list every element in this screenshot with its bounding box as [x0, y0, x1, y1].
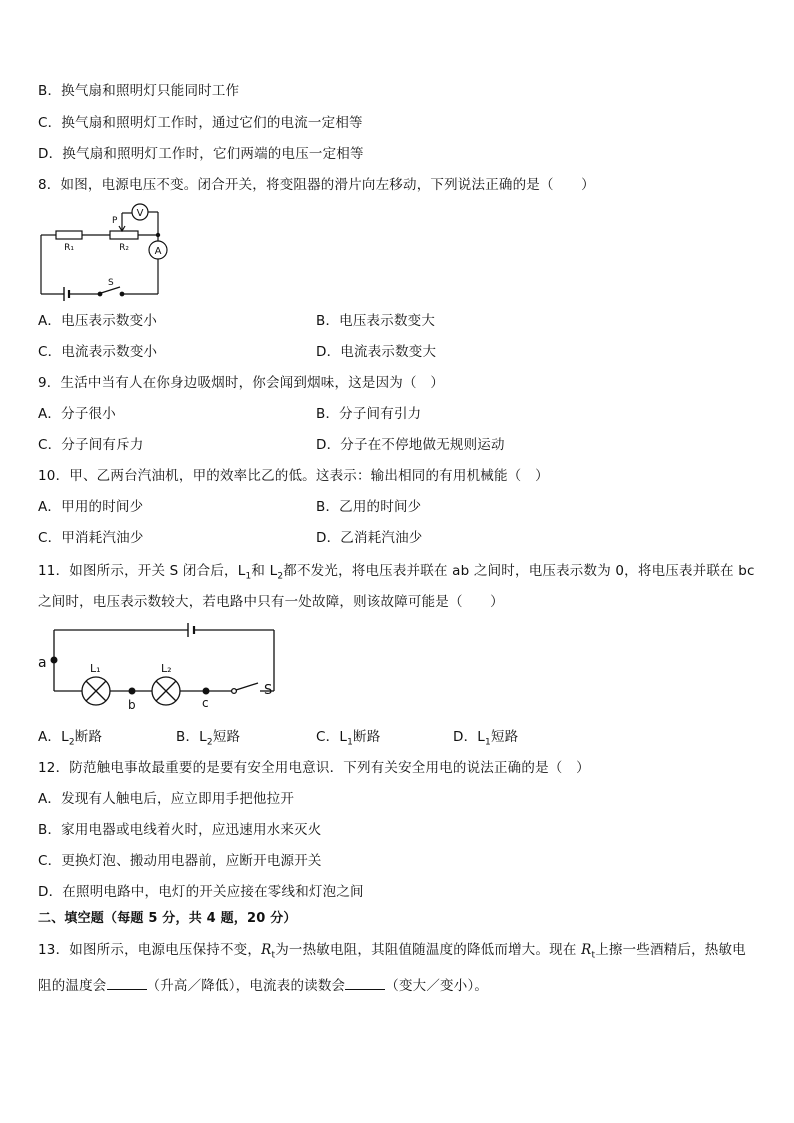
- q9-stem: 9．生活中当有人在你身边吸烟时，你会闻到烟味，这是因为（ ）: [38, 375, 445, 391]
- q8-option-b: B．电压表示数变大: [316, 313, 436, 329]
- q11-opt-a-pre: A．L: [38, 729, 69, 745]
- r2-resistor: [110, 231, 138, 239]
- switch-label: S: [108, 278, 114, 288]
- ammeter-label: A: [154, 246, 162, 257]
- q11-opt-c-post: 断路: [353, 729, 381, 745]
- q8-stem: 8．如图，电源电压不变。闭合开关，将变阻器的滑片向左移动，下列说法正确的是（ ）: [38, 177, 595, 193]
- q11-opt-c-sub: 1: [347, 737, 353, 748]
- q10-option-c: C．甲消耗汽油少: [38, 530, 144, 546]
- q12-option-b: B．家用电器或电线着火时，应迅速用水来灭火: [38, 822, 322, 838]
- q11-stem-part2: 都不发光，将电压表并联在 ab 之间时，电压表示数为 0，将电压表并联在 bc: [283, 563, 755, 579]
- q7-option-b: B．换气扇和照明灯只能同时工作: [38, 83, 240, 99]
- q11-l2: L: [269, 563, 278, 579]
- q11-option-d: [453, 728, 518, 752]
- q11-stem-part1: 11．如图所示，开关 S 闭合后，: [38, 563, 238, 579]
- q13-rt: R: [261, 942, 272, 958]
- label-a: a: [38, 655, 47, 671]
- q11-opt-d-post: 短路: [490, 729, 519, 745]
- q13-blank-2[interactable]: [345, 977, 385, 990]
- q11-opt-b-pre: B．L: [176, 729, 207, 745]
- q11-opt-b-post: 短路: [212, 729, 241, 745]
- q11-switch: [236, 683, 258, 690]
- q11-stem-line1: [38, 562, 755, 586]
- q8-option-a: A．电压表示数变小: [38, 313, 158, 329]
- q10-option-a: A．甲用的时间少: [38, 499, 144, 515]
- q12-option-a: A．发现有人触电后，应立即用手把他拉开: [38, 791, 295, 807]
- q13-line2-part1: 阻的温度会: [38, 978, 107, 994]
- q13-part2: 为一热敏电阻，其阻值随温度的降低而增大。现在: [275, 942, 582, 958]
- q11-opt-d-pre: D．L: [453, 729, 486, 745]
- q11-opt-a-sub: 2: [68, 737, 75, 748]
- q11-circuit-diagram: [34, 620, 284, 716]
- slider-label: P: [112, 216, 118, 226]
- q11-opt-b-sub: 2: [206, 737, 213, 748]
- q11-and: 和: [251, 563, 270, 579]
- node-b: [129, 688, 136, 695]
- q9-option-d: D．分子在不停地做无规则运动: [316, 437, 505, 453]
- q11-opt-d-sub: 1: [485, 737, 491, 748]
- q10-stem: 10．甲、乙两台汽油机，甲的效率比乙的低。这表示：输出相同的有用机械能（ ）: [38, 468, 549, 484]
- q12-option-c: C．更换灯泡、搬动用电器前，应断开电源开关: [38, 853, 322, 869]
- q11-option-c: [316, 728, 380, 752]
- q11-opt-a-post: 断路: [74, 729, 103, 745]
- q12-option-d: D．在照明电路中，电灯的开关应接在零线和灯泡之间: [38, 884, 364, 900]
- q13-rt2: R: [581, 942, 592, 958]
- q11-option-a: [38, 728, 102, 752]
- q9-option-b: B．分子间有引力: [316, 406, 422, 422]
- q7-option-c: C．换气扇和照明灯工作时，通过它们的电流一定相等: [38, 115, 363, 131]
- q11-l2-sub: 2: [277, 571, 284, 582]
- q8-option-c: C．电流表示数变小: [38, 344, 158, 360]
- node-c: [203, 688, 210, 695]
- q13-line2-part3: （变大／变小）。: [385, 978, 489, 994]
- r1-resistor: [56, 231, 82, 239]
- voltmeter-label: V: [136, 208, 144, 219]
- q8-circuit-diagram: [36, 198, 176, 302]
- section-title: 二、填空题（每题 5 分，共 4 题，20 分）: [38, 911, 297, 926]
- label-l1: L₁: [90, 662, 101, 675]
- label-b: b: [128, 698, 136, 712]
- q11-l1-sub: 1: [245, 571, 252, 582]
- q11-opt-c-pre: C．L: [316, 729, 348, 745]
- label-c: c: [202, 696, 209, 710]
- q9-option-c: C．分子间有斥力: [38, 437, 144, 453]
- r1-label: R₁: [64, 243, 74, 253]
- label-l2: L₂: [161, 662, 172, 675]
- q13-rt-sub: t: [271, 950, 276, 961]
- q13-line1: [38, 941, 746, 965]
- q9-option-a: A．分子很小: [38, 406, 116, 422]
- q13-line2-part2: （升高／降低），电流表的读数会: [146, 978, 346, 994]
- q11-l1: L: [237, 563, 246, 579]
- q13-part3: 上擦一些酒精后，热敏电: [595, 942, 746, 958]
- q7-option-d: D．换气扇和照明灯工作时，它们两端的电压一定相等: [38, 146, 364, 162]
- r2-label: R₂: [119, 243, 129, 253]
- q11-stem-line2: 之间时，电压表示数较大，若电路中只有一处故障，则该故障可能是（ ）: [38, 594, 504, 610]
- q8-option-d: D．电流表示数变大: [316, 344, 437, 360]
- q11-option-b: [176, 728, 240, 752]
- q12-stem: 12．防范触电事故最重要的是要有安全用电意识．下列有关安全用电的说法正确的是（ ）: [38, 760, 590, 776]
- q13-blank-1[interactable]: [107, 977, 147, 990]
- q13-part1: 13．如图所示，电源电压保持不变，: [38, 942, 262, 958]
- q10-option-d: D．乙消耗汽油少: [316, 530, 423, 546]
- label-s: S: [264, 683, 273, 698]
- q10-option-b: B．乙用的时间少: [316, 499, 422, 515]
- node-a: [51, 657, 58, 664]
- q13-rt2-sub: t: [591, 950, 596, 961]
- q13-line2: [38, 977, 488, 995]
